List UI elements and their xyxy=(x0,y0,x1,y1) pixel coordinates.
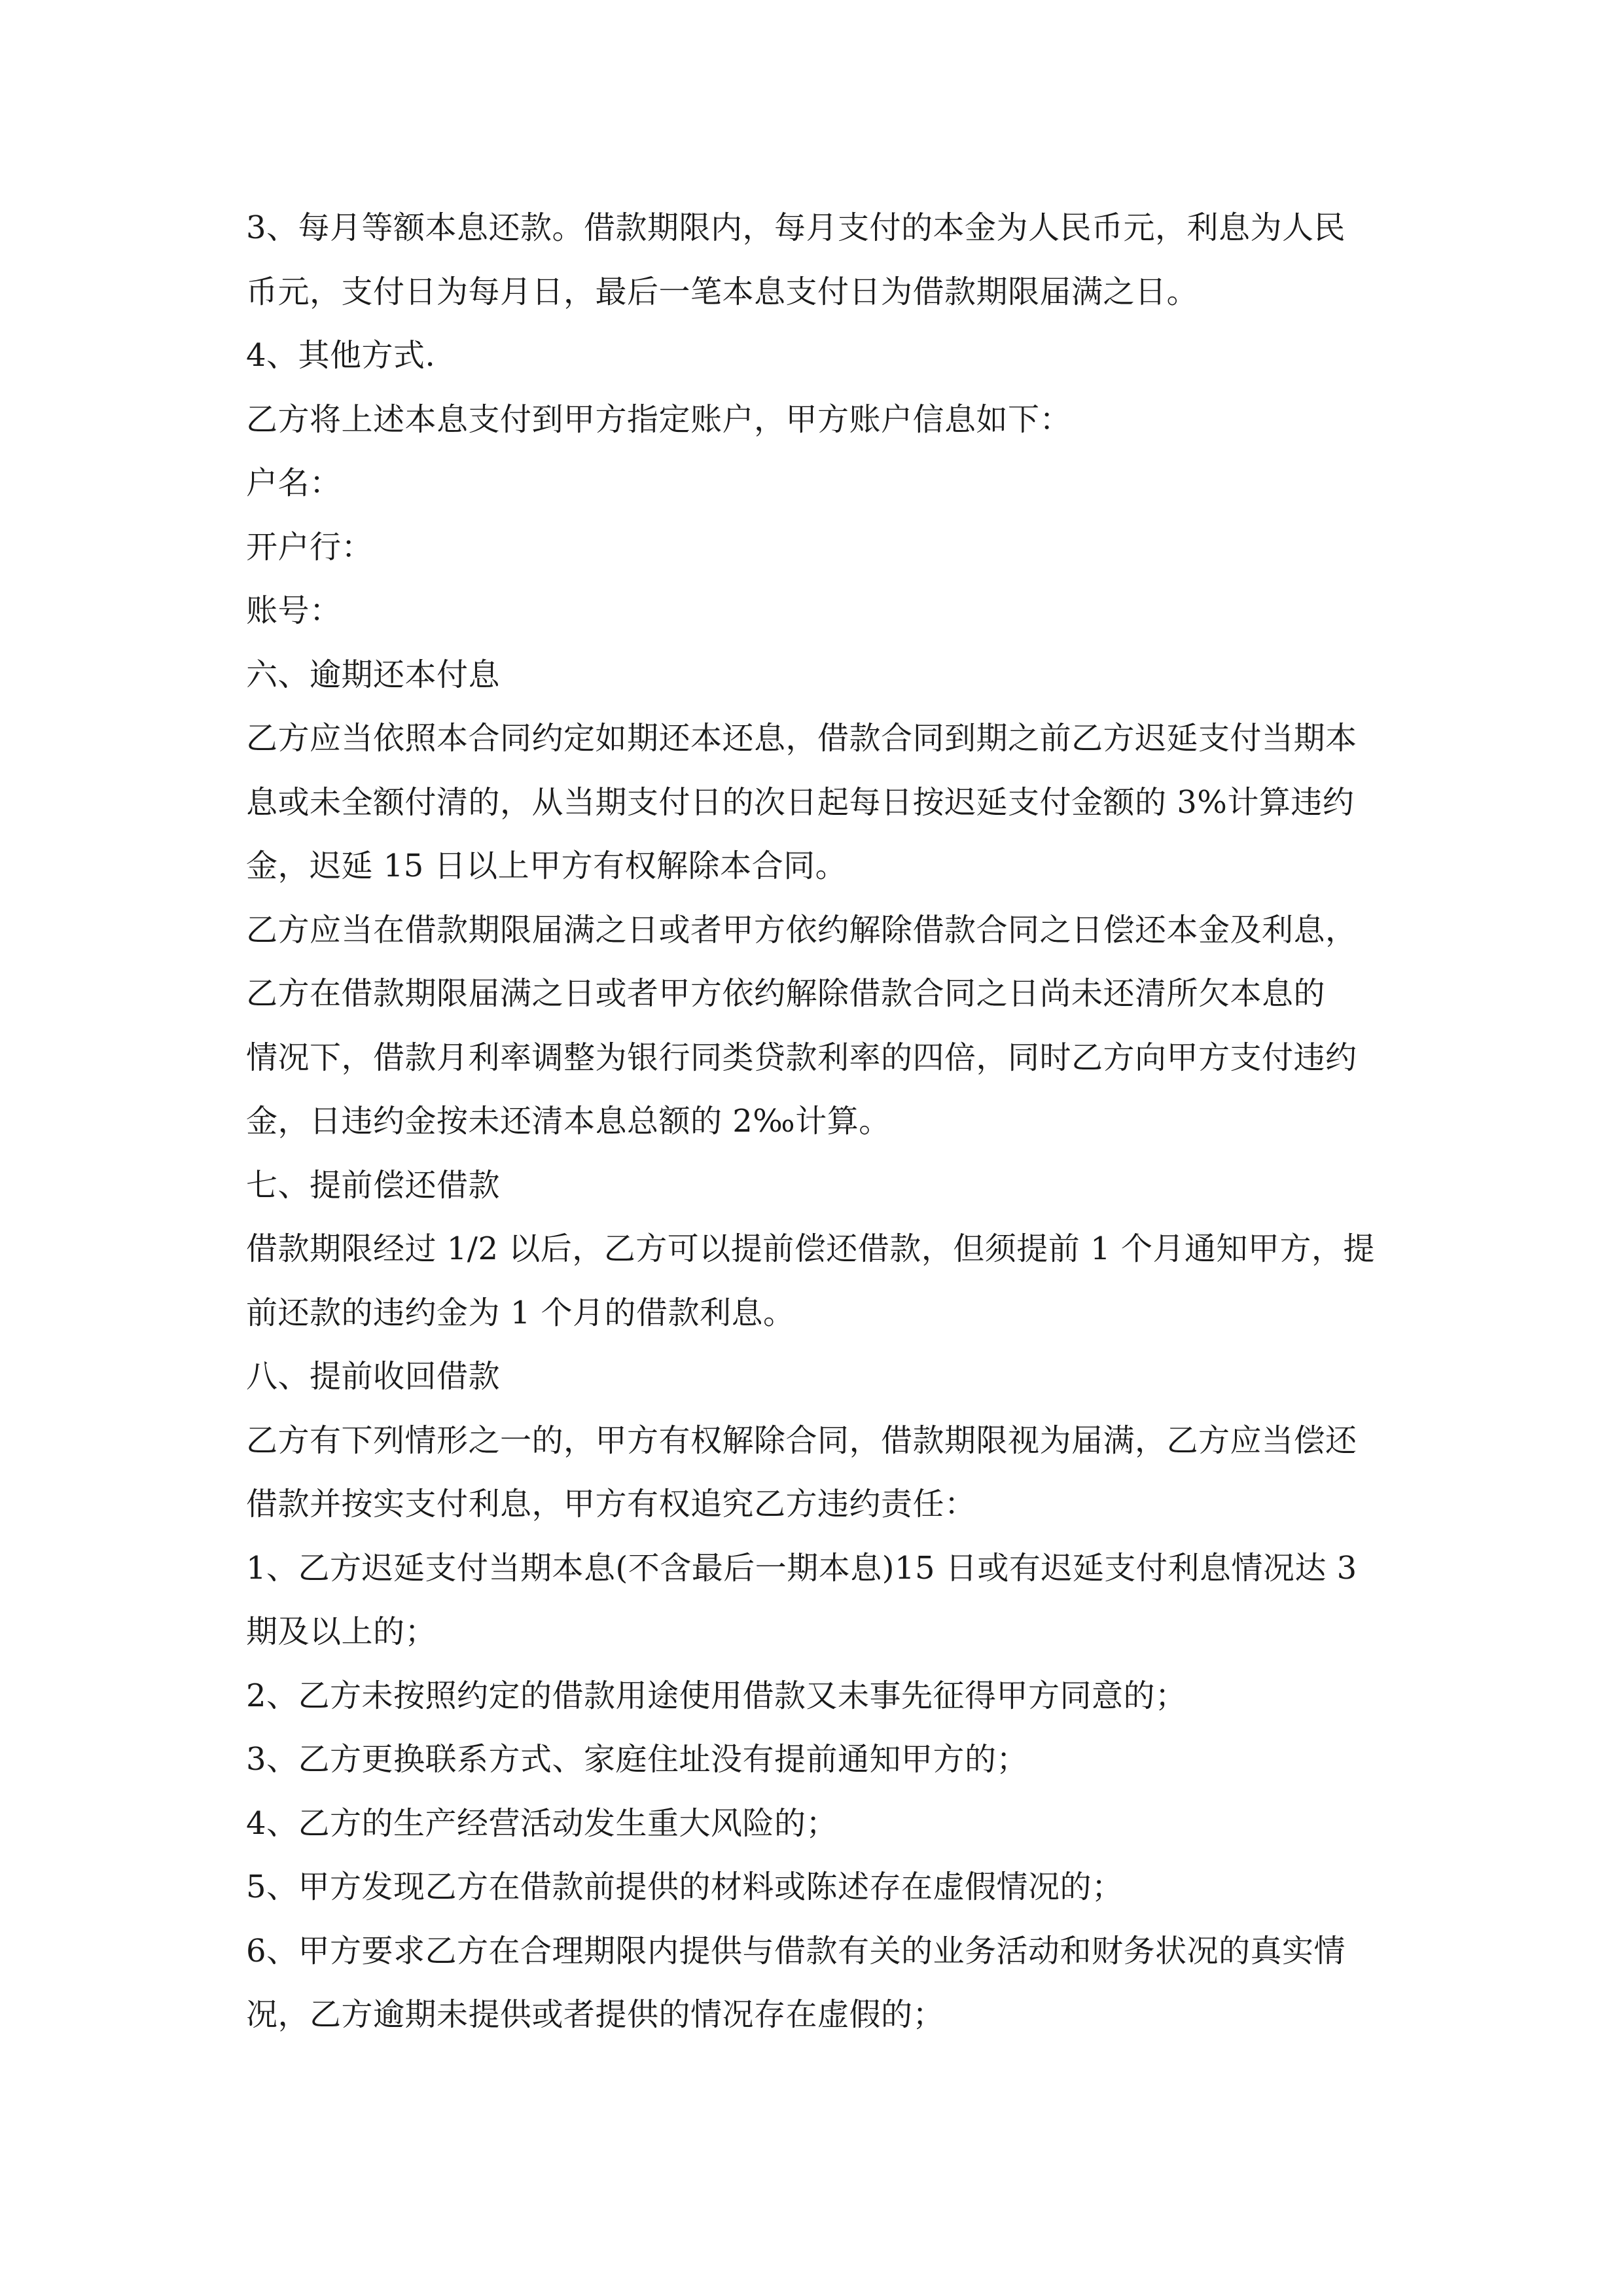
text-line: 3、每月等额本息还款。借款期限内，每月支付的本金为人民币元，利息为人民 xyxy=(246,209,1346,246)
account-number-label: 账号： xyxy=(246,592,342,629)
text-line: 息或未全额付清的，从当期支付日的次日起每日按迟延支付金额的 3%计算违约 xyxy=(246,783,1355,821)
text-line: 乙方有下列情形之一的，甲方有权解除合同，借款期限视为届满，乙方应当偿还 xyxy=(246,1422,1357,1459)
text-line: 乙方应当在借款期限届满之日或者甲方依约解除借款合同之日偿还本金及利息， xyxy=(246,911,1357,948)
text-line: 金，迟延 15 日以上甲方有权解除本合同。 xyxy=(246,848,847,884)
section-heading: 八、提前收回借款 xyxy=(246,1358,501,1395)
list-item: 1、乙方迟延支付当期本息(不含最后一期本息)15 日或有迟延支付利息情况达 3 xyxy=(246,1549,1357,1587)
text-line: 金，日违约金按未还清本息总额的 2‰计算。 xyxy=(246,1103,891,1139)
text-line: 4、其他方式. xyxy=(246,337,436,374)
text-line: 乙方应当依照本合同约定如期还本还息，借款合同到期之前乙方迟延支付当期本 xyxy=(246,720,1357,757)
list-item: 4、乙方的生产经营活动发生重大风险的； xyxy=(246,1804,838,1842)
text-line: 币元，支付日为每月日，最后一笔本息支付日为借款期限届满之日。 xyxy=(246,273,1199,310)
text-line: 乙方在借款期限届满之日或者甲方依约解除借款合同之日尚未还清所欠本息的 xyxy=(246,975,1326,1012)
document-body xyxy=(246,196,1378,2047)
text-line: 借款期限经过 1/2 以后，乙方可以提前偿还借款，但须提前 1 个月通知甲方，提 xyxy=(246,1230,1375,1267)
text-line: 况，乙方逾期未提供或者提供的情况存在虚假的； xyxy=(246,1996,945,2033)
text-line: 乙方将上述本息支付到甲方指定账户，甲方账户信息如下： xyxy=(246,401,1072,438)
section-heading: 七、提前偿还借款 xyxy=(246,1166,501,1204)
list-item: 2、乙方未按照约定的借款用途使用借款又未事先征得甲方同意的； xyxy=(246,1677,1187,1714)
list-item: 3、乙方更换联系方式、家庭住址没有提前通知甲方的； xyxy=(246,1741,1029,1778)
bank-label: 开户行： xyxy=(246,528,374,565)
text-line: 情况下，借款月利率调整为银行同类贷款利率的四倍，同时乙方向甲方支付违约 xyxy=(246,1039,1357,1076)
text-line: 期及以上的； xyxy=(246,1613,437,1650)
section-heading: 六、逾期还本付息 xyxy=(246,656,501,693)
account-name-label: 户名： xyxy=(246,465,342,501)
text-line: 前还款的违约金为 1 个月的借款利息。 xyxy=(246,1294,795,1331)
list-item: 6、甲方要求乙方在合理期限内提供与借款有关的业务活动和财务状况的真实情 xyxy=(246,1932,1346,1969)
text-line: 借款并按实支付利息，甲方有权追究乙方违约责任： xyxy=(246,1486,976,1522)
list-item: 5、甲方发现乙方在借款前提供的材料或陈述存在虚假情况的； xyxy=(246,1869,1124,1905)
